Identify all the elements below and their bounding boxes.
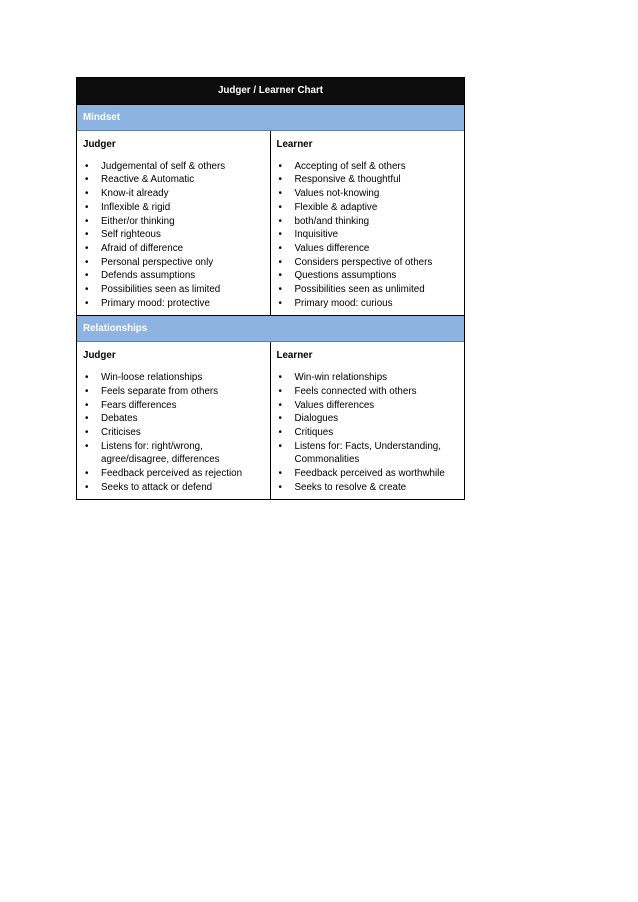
list-item: [277, 481, 459, 495]
list-item-text: Win-win relationships: [294, 372, 388, 384]
bullet-icon: •: [85, 160, 89, 172]
section-header-relationships: Relationships: [77, 316, 464, 342]
bullet-icon: •: [85, 399, 89, 411]
bullet-icon: •: [278, 229, 282, 241]
bullet-icon: •: [85, 440, 89, 452]
chart-title: Judger / Learner Chart: [77, 78, 464, 105]
bullet-icon: •: [278, 174, 282, 186]
list-item-text: Judgemental of self & others: [101, 160, 226, 172]
bullet-icon: •: [85, 385, 89, 397]
list-item: [277, 173, 459, 187]
bullet-icon: •: [278, 270, 282, 282]
list-item: [83, 215, 264, 229]
list-item: [83, 160, 264, 174]
list-item-text: Possibilities seen as unlimited: [294, 284, 425, 296]
list-item-text: Self righteous: [101, 229, 161, 241]
list-item: [83, 283, 264, 297]
item-list: [277, 371, 459, 494]
bullet-icon: •: [85, 413, 89, 425]
list-item: [83, 201, 264, 215]
bullet-icon: •: [85, 188, 89, 200]
bullet-icon: •: [278, 385, 282, 397]
list-item-text: Seeks to resolve & create: [294, 481, 407, 493]
list-item: [277, 440, 459, 467]
list-item: [83, 481, 264, 495]
bullet-icon: •: [85, 372, 89, 384]
list-item: [277, 385, 459, 399]
bullet-icon: •: [85, 284, 89, 296]
column-heading: Judger: [83, 350, 116, 362]
section-body-mindset: [77, 131, 464, 316]
list-item-text: Primary mood: curious: [294, 297, 393, 309]
list-item: [83, 228, 264, 242]
bullet-icon: •: [278, 426, 282, 438]
bullet-icon: •: [85, 297, 89, 309]
judger-column: [77, 131, 271, 315]
list-item: [277, 269, 459, 283]
bullet-icon: •: [278, 256, 282, 268]
bullet-icon: •: [278, 413, 282, 425]
list-item: [83, 440, 264, 467]
list-item: [277, 187, 459, 201]
list-item-text: Inquisitive: [294, 229, 339, 241]
list-item-text: Reactive & Automatic: [101, 174, 195, 186]
bullet-icon: •: [85, 270, 89, 282]
list-item-text: Know-it already: [101, 188, 169, 200]
bullet-icon: •: [278, 284, 282, 296]
learner-column: [271, 342, 465, 499]
list-item-text: Responsive & thoughtful: [294, 174, 401, 186]
list-item-text: Feedback perceived as worthwhile: [294, 468, 445, 480]
bullet-icon: •: [278, 188, 282, 200]
list-item-text: Criticises: [101, 426, 141, 438]
column-heading: Learner: [276, 350, 313, 362]
list-item-text: Debates: [101, 413, 138, 425]
list-item: [277, 399, 459, 413]
item-list: [277, 160, 459, 311]
list-item: [277, 412, 459, 426]
bullet-icon: •: [278, 160, 282, 172]
list-item-text: Possibilities seen as limited: [101, 284, 221, 296]
list-item-text: Questions assumptions: [294, 270, 397, 282]
bullet-icon: •: [278, 372, 282, 384]
list-item-text: Seeks to attack or defend: [101, 481, 213, 493]
list-item: [83, 297, 264, 311]
bullet-icon: •: [278, 242, 282, 254]
list-item-text: Considers perspective of others: [294, 256, 433, 268]
bullet-icon: •: [85, 201, 89, 213]
list-item-text: Feels connected with others: [294, 385, 417, 397]
list-item: [83, 269, 264, 283]
item-list: [83, 371, 264, 494]
list-item: [83, 412, 264, 426]
list-item: [277, 371, 459, 385]
list-item-text: Listens for: Facts, Understanding, Commonalities: [294, 440, 441, 466]
list-item: [277, 160, 459, 174]
list-item-text: Values differences: [294, 399, 375, 411]
judger-column: [77, 342, 271, 499]
bullet-icon: •: [85, 256, 89, 268]
bullet-icon: •: [278, 297, 282, 309]
list-item-text: Accepting of self & others: [294, 160, 406, 172]
list-item-text: Afraid of difference: [101, 242, 184, 254]
list-item: [83, 371, 264, 385]
column-heading: Learner: [276, 139, 313, 150]
list-item-text: both/and thinking: [294, 215, 370, 227]
list-item-text: Values difference: [294, 242, 370, 254]
list-item: [83, 426, 264, 440]
bullet-icon: •: [278, 481, 282, 493]
list-item-text: Inflexible & rigid: [101, 201, 171, 213]
list-item: [277, 228, 459, 242]
list-item-text: Personal perspective only: [101, 256, 214, 268]
list-item-text: Primary mood: protective: [101, 297, 210, 309]
list-item-text: Defends assumptions: [101, 270, 196, 282]
list-item-text: Fears differences: [101, 399, 177, 411]
list-item-text: Dialogues: [294, 413, 339, 425]
list-item: [83, 467, 264, 481]
bullet-icon: •: [85, 229, 89, 241]
bullet-icon: •: [278, 440, 282, 452]
bullet-icon: •: [278, 201, 282, 213]
list-item-text: Feedback perceived as rejection: [101, 468, 243, 480]
bullet-icon: •: [85, 481, 89, 493]
item-list: [83, 160, 264, 311]
judger-learner-chart: [76, 77, 465, 500]
list-item-text: Feels separate from others: [101, 385, 219, 397]
list-item: [277, 215, 459, 229]
list-item-text: Win-loose relationships: [101, 372, 203, 384]
bullet-icon: •: [278, 468, 282, 480]
list-item: [83, 187, 264, 201]
bullet-icon: •: [278, 215, 282, 227]
column-heading: Judger: [83, 139, 116, 150]
bullet-icon: •: [85, 426, 89, 438]
bullet-icon: •: [85, 468, 89, 480]
list-item-text: Critiques: [294, 426, 334, 438]
bullet-icon: •: [278, 399, 282, 411]
list-item: [277, 467, 459, 481]
list-item: [83, 256, 264, 270]
list-item-text: Values not-knowing: [294, 188, 380, 200]
bullet-icon: •: [85, 215, 89, 227]
bullet-icon: •: [85, 242, 89, 254]
section-body-relationships: [77, 342, 464, 499]
list-item-text: Either/or thinking: [101, 215, 175, 227]
list-item-text: Flexible & adaptive: [294, 201, 378, 213]
bullet-icon: •: [85, 174, 89, 186]
section-header-mindset: Mindset: [77, 105, 464, 131]
list-item: [83, 399, 264, 413]
list-item: [83, 385, 264, 399]
list-item: [277, 201, 459, 215]
learner-column: [271, 131, 465, 315]
list-item-text: Listens for: right/wrong, agree/disagree, differences: [101, 440, 220, 466]
list-item: [83, 173, 264, 187]
list-item: [277, 242, 459, 256]
list-item: [83, 242, 264, 256]
list-item: [277, 297, 459, 311]
list-item: [277, 283, 459, 297]
list-item: [277, 426, 459, 440]
list-item: [277, 256, 459, 270]
